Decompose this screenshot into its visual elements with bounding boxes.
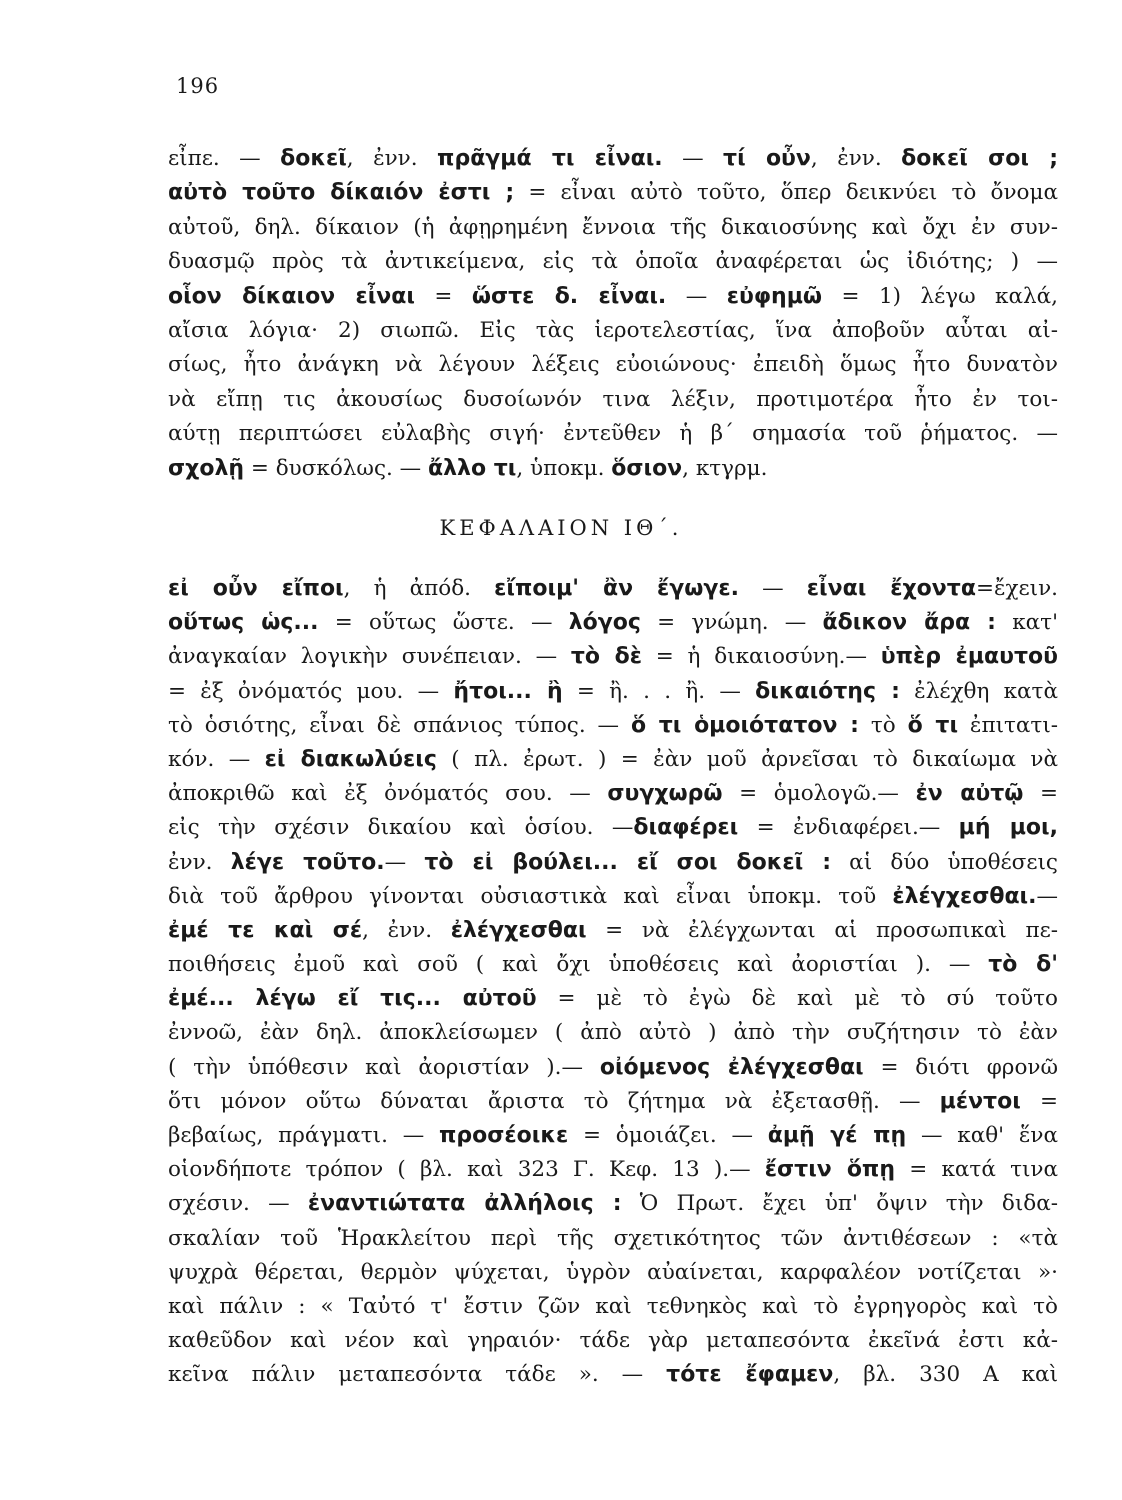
text-line [168,348,1058,382]
gloss: ( τὴν ὑπόθεσιν καὶ ἀοριστίαν ).— [168,1054,600,1080]
page-number: 196 [176,74,220,98]
commentary-section-2 [168,572,1058,1393]
gloss: = κατά τινα [895,1157,1058,1183]
gloss: =ἔχειν. [975,576,1058,601]
lemma: ὅσιον [611,455,683,481]
lemma: δοκεῖ σοι ; [901,146,1058,171]
gloss: ἐνν. [168,849,231,875]
lemma: ἐμέ τε καὶ σέ [168,917,363,943]
gloss: = ἢ. . . ἢ. — [562,678,756,704]
gloss: — [384,849,425,875]
gloss: = ἡ δικαιοσύνη.— [641,644,881,670]
lemma: διαφέρει [633,815,739,841]
text-line [168,452,1058,486]
lemma: ἔστιν ὅπῃ [764,1157,896,1183]
text-line [168,1085,1058,1119]
gloss: , ἐνν. [346,146,438,171]
lemma: μέντοι [939,1088,1021,1114]
lemma: αὐτὸ τοῦτο δίκαιόν ἐστι ; [168,180,515,206]
gloss: = οὕτως ὥστε. — [318,610,569,636]
lemma: μή μοι, [958,815,1058,841]
gloss: εἶπε. — [168,146,281,171]
lemma: τότε ἔφαμεν [666,1362,834,1388]
gloss: βεβαίως, πράγματι. — [168,1123,439,1148]
lemma: εἴποιμ' ἂν ἔγωγε. [494,576,739,601]
lemma: ἐλέγχεσθαι [450,917,587,943]
gloss: = δυσκόλως. — [244,455,428,481]
lemma: τὸ δ' [988,952,1058,978]
gloss: ἐλέχθη κατὰ [899,678,1058,704]
gloss: διὰ τοῦ ἄρθρου γίνονται οὐσιαστικὰ καὶ εἶναι ὑποκμ. τοῦ [168,883,893,909]
lemma: εἰ διακωλύεις [264,746,437,772]
text-line [168,1051,1058,1085]
gloss: = [414,283,472,309]
text-line [168,777,1058,811]
text-line [168,846,1058,880]
lemma: ἤτοι... ἢ [453,678,563,704]
gloss: ἐπιτατι- [958,712,1058,738]
lemma: σχολῇ [168,455,245,481]
gloss: σίως, ἦτο ἀνάγκη νὰ λέγουν λέξεις εὐοιώνους· ἐπειδὴ ὅμως ἦτο δυνατὸν [168,352,1058,378]
gloss: = ἐνδιαφέρει.— [738,815,959,841]
gloss: = [1023,781,1058,807]
gloss: = 1) λέγω καλά, [822,283,1058,309]
lemma: προσέοικε [439,1123,569,1148]
gloss: κόν. — [168,746,265,772]
lemma: εἶναι ἔχοντα [806,576,976,601]
lemma: λέγε τοῦτο. [230,849,385,875]
gloss: — [662,146,724,171]
text-line [168,1016,1058,1050]
gloss: κατ' [995,610,1058,636]
gloss: = ἐξ ὀνόματός μου. — [168,678,454,704]
gloss: , βλ. 330 Α καὶ [833,1362,1058,1388]
lemma: τὸ εἰ βούλει... εἴ σοι δοκεῖ : [424,849,831,875]
lemma: ὅ τι [907,712,959,738]
gloss: , ἐνν. [362,917,451,943]
gloss: οἱονδήποτε τρόπον ( βλ. καὶ 323 Γ. Κεφ. 13 ).— [168,1157,765,1183]
lemma: εἰ οὖν εἴποι [168,576,344,601]
gloss: = ὁμολογῶ.— [722,781,916,807]
lemma: οἷον δίκαιον εἶναι [168,283,415,309]
gloss: = νὰ ἐλέγχωνται αἱ προσωπικαὶ πε- [586,917,1058,943]
gloss: ἐννοῶ, ἐὰν δηλ. ἀποκλείσωμεν ( ἀπὸ αὐτὸ ) ἀπὸ τὴν συζήτησιν τὸ ἐὰν [168,1020,1058,1046]
gloss: αὐτοῦ, δηλ. δίκαιον (ἡ ἀφῃρημένη ἔννοια τῆς δικαιοσύνης καὶ ὄχι ἐν συν- [168,214,1058,240]
gloss: αἱ δύο ὑποθέσεις [831,849,1058,875]
gloss: — καθ' ἕνα [906,1123,1058,1148]
text-line [168,245,1058,279]
gloss: — [738,576,807,601]
gloss: καθεῦδον καὶ νέον καὶ γηραιόν· τάδε γὰρ μεταπεσόντα ἐκεῖνά ἐστι κἀ- [168,1328,1058,1354]
lemma: συγχωρῶ [607,781,723,807]
gloss: ὅτι μόνον οὕτω δύναται ἄριστα τὸ ζήτημα νὰ ἐξετασθῇ. — [168,1088,940,1114]
gloss: νὰ εἴπῃ τις ἀκουσίως δυσοίωνόν τινα λέξιν, προτιμοτέρα ἦτο ἐν τοι- [168,386,1058,412]
text-line [168,417,1058,451]
text-line [168,142,1058,176]
gloss: , ἡ ἀπόδ. [343,576,495,601]
text-line [168,1290,1058,1324]
gloss: ἀποκριθῶ καὶ ἐξ ὀνόματός σου. — [168,781,608,807]
gloss: = ὁμοιάζει. — [568,1123,768,1148]
lemma: δοκεῖ [280,146,347,171]
gloss: δυασμῷ πρὸς τὰ ἀντικείμενα, εἰς τὰ ὁποῖα ἀναφέρεται ὡς ἰδιότης; ) — [168,249,1058,275]
text-line [168,1324,1058,1358]
gloss: ἀναγκαίαν λογικὴν συνέπειαν. — [168,644,571,670]
text-line [168,211,1058,245]
text-line [168,383,1058,417]
lemma: εὐφημῶ [726,283,823,309]
text-line [168,709,1058,743]
text-line [168,982,1058,1016]
chapter-heading: ΚΕΦΑΛΑΙΟΝ ΙΘ΄. [439,516,683,540]
text-line [168,1187,1058,1221]
text-line [168,640,1058,674]
gloss: = γνώμη. — [640,610,823,636]
gloss: τὸ ὁσιότης, εἶναι δὲ σπάνιος τύπος. — [168,712,631,738]
lemma: οὕτως ὡς... [168,610,319,636]
gloss: ψυχρὰ θέρεται, θερμὸν ψύχεται, ὑγρὸν αὐαίνεται, καρφαλέον νοτίζεται »· [168,1259,1058,1285]
text-line [168,811,1058,845]
text-line [168,1119,1058,1153]
gloss: αἴσια λόγια· 2) σιωπῶ. Εἰς τὰς ἱεροτελεστίας, ἵνα ἀποβοῦν αὗται αἰ- [168,317,1058,343]
text-line [168,914,1058,948]
text-line [168,606,1058,640]
gloss: αύτῃ περιπτώσει εὐλαβὴς σιγή· ἐντεῦθεν ἡ β΄ σημασία τοῦ ῥήματος. — [168,421,1058,447]
gloss: , ὑποκμ. [516,455,612,481]
lemma: τὸ δὲ [570,644,642,670]
gloss: , ἐνν. [810,146,902,171]
commentary-section-1 [168,142,1058,486]
gloss: = εἶναι αὐτὸ τοῦτο, ὅπερ δεικνύει τὸ ὄνομα [514,180,1058,206]
gloss: εἰς τὴν σχέσιν δικαίου καὶ ὁσίου. — [168,815,634,841]
text-line [168,1222,1058,1256]
gloss: = [1020,1088,1058,1114]
gloss: τὸ [858,712,908,738]
gloss: Ὁ Πρωτ. ἔχει ὑπ' ὄψιν τὴν διδα- [621,1191,1058,1217]
lemma: ἐμέ... λέγω εἴ τις... αὐτοῦ [168,986,537,1012]
gloss: = μὲ τὸ ἐγὼ δὲ καὶ μὲ τὸ σύ τοῦτο [536,986,1058,1012]
lemma: ἐλέγχεσθαι. [892,883,1037,909]
lemma: ἀμῇ γέ πῃ [767,1123,907,1148]
text-line [168,176,1058,210]
lemma: ὑπὲρ ἐμαυτοῦ [880,644,1058,670]
lemma: ἐναντιώτατα ἀλλήλοις : [307,1191,622,1217]
lemma: ἄδικον ἄρα : [822,610,996,636]
text-line [168,1256,1058,1290]
gloss: — [1036,883,1058,909]
gloss: , κτγρμ. [682,455,768,481]
lemma: λόγος [568,610,641,636]
gloss: ( πλ. ἐρωτ. ) = ἐὰν μοῦ ἀρνεῖσαι τὸ δικαίωμα νὰ [436,746,1058,772]
lemma: ἄλλο τι [428,455,517,481]
lemma: δικαιότης : [755,678,900,704]
text-line [168,280,1058,314]
gloss: ποιθήσεις ἐμοῦ καὶ σοῦ ( καὶ ὄχι ὑποθέσεις καὶ ἀοριστίαι ). — [168,952,989,978]
text-line [168,675,1058,709]
gloss: — [666,283,727,309]
lemma: οἰόμενος ἐλέγχεσθαι [599,1054,864,1080]
text-line [168,948,1058,982]
text-line [168,1358,1058,1392]
text-line [168,880,1058,914]
text-line [168,314,1058,348]
gloss: = διότι φρονῶ [863,1054,1058,1080]
text-line [168,572,1058,606]
text-line [168,1153,1058,1187]
gloss: σχέσιν. — [168,1191,308,1217]
lemma: ὥστε δ. εἶναι. [471,283,667,309]
gloss: σκαλίαν τοῦ Ἡρακλείτου περὶ τῆς σχετικότητος τῶν ἀντιθέσεων : «τὰ [168,1225,1058,1251]
gloss: καὶ πάλιν : « Ταὐτό τ' ἔστιν ζῶν καὶ τεθνηκὸς καὶ τὸ ἐγρηγορὸς καὶ τὸ [168,1293,1058,1319]
gloss: κεῖνα πάλιν μεταπεσόντα τάδε ». — [168,1362,667,1388]
lemma: ἐν αὐτῷ [915,781,1024,807]
lemma: ὅ τι ὁμοιότατον : [630,712,859,738]
lemma: τί οὖν [723,146,811,171]
lemma: πρᾶγμά τι εἶναι. [437,146,663,171]
text-line [168,743,1058,777]
